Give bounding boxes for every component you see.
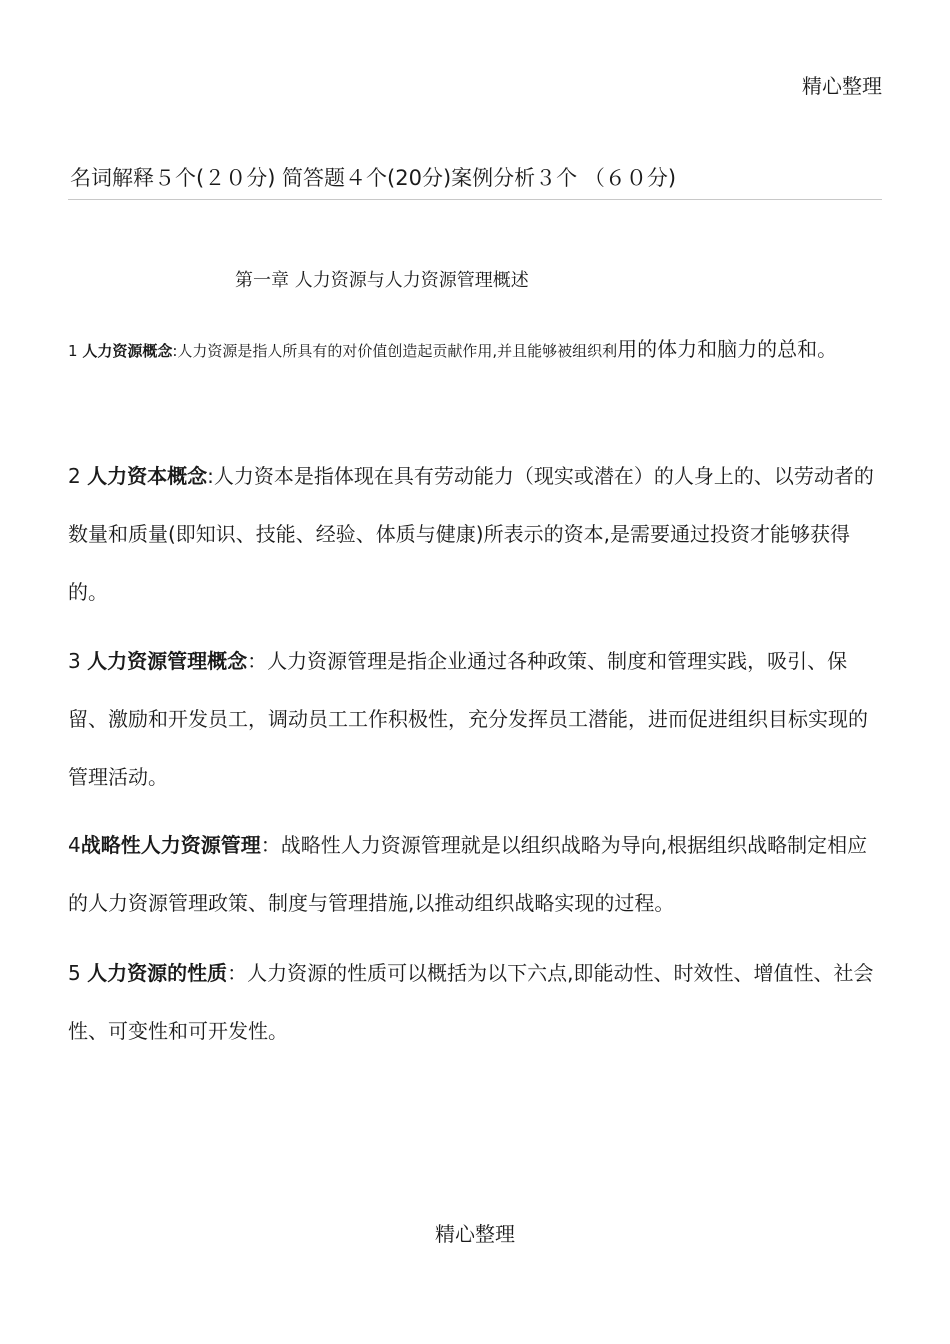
item-number: 1: [68, 342, 83, 360]
item-body: 战略性人力资源管理就是以组织战略为导向,根据组织战略制定相应的人力资源管理政策、制度与管理措施,以推动组织战略实现的过程。: [68, 833, 868, 915]
item-number: 3: [68, 649, 88, 673]
item-separator: :: [207, 464, 214, 488]
page-footer: 精心整理: [435, 1222, 515, 1246]
item-term: 人力资源管理概念: [87, 649, 248, 673]
chapter-title: 第一章 人力资源与人力资源管理概述: [235, 270, 529, 291]
item-body: 人力资源管理是指企业通过各种政策、制度和管理实践，吸引、保留、激励和开发员工，调动员工工作积极性，充分发挥员工潜能，进而促进组织目标实现的管理活动。: [68, 649, 868, 789]
horizontal-divider: [68, 199, 882, 200]
item-number: 5: [68, 961, 88, 985]
item-number: 4: [68, 833, 81, 857]
item-body: 用的体力和脑力的总和。: [617, 337, 838, 361]
definition-item-1: [68, 320, 882, 380]
definition-item-4: [68, 816, 882, 932]
definition-item-2: [68, 447, 882, 621]
definition-item-3: [68, 632, 882, 806]
page-header: 精心整理: [802, 74, 882, 98]
item-body-small: 人力资源是指人所具有的对价值创造起贡献作用,并且能够被组织利: [177, 342, 618, 360]
item-separator: ：: [227, 961, 248, 985]
exam-structure-line: 名词解释５个(２０分) 简答题４个(20分)案例分析３个 （６０分): [70, 166, 677, 190]
item-separator: ：: [247, 649, 268, 673]
item-term: 战略性人力资源管理: [80, 833, 261, 857]
item-term: 人力资源概念: [82, 342, 173, 360]
item-term: 人力资本概念: [87, 464, 208, 488]
item-separator: ：: [260, 833, 281, 857]
definition-item-5: [68, 944, 882, 1060]
item-body: 人力资本是指体现在具有劳动能力（现实或潜在）的人身上的、以劳动者的数量和质量(即知识、技能、经验、体质与健康)所表示的资本,是需要通过投资才能够获得的。: [68, 464, 874, 604]
item-term: 人力资源的性质: [87, 961, 228, 985]
item-number: 2: [68, 464, 88, 488]
item-body: 人力资源的性质可以概括为以下六点,即能动性、时效性、增值性、社会 性、可变性和可开发性。: [68, 961, 874, 1043]
item-separator: :: [172, 342, 178, 360]
